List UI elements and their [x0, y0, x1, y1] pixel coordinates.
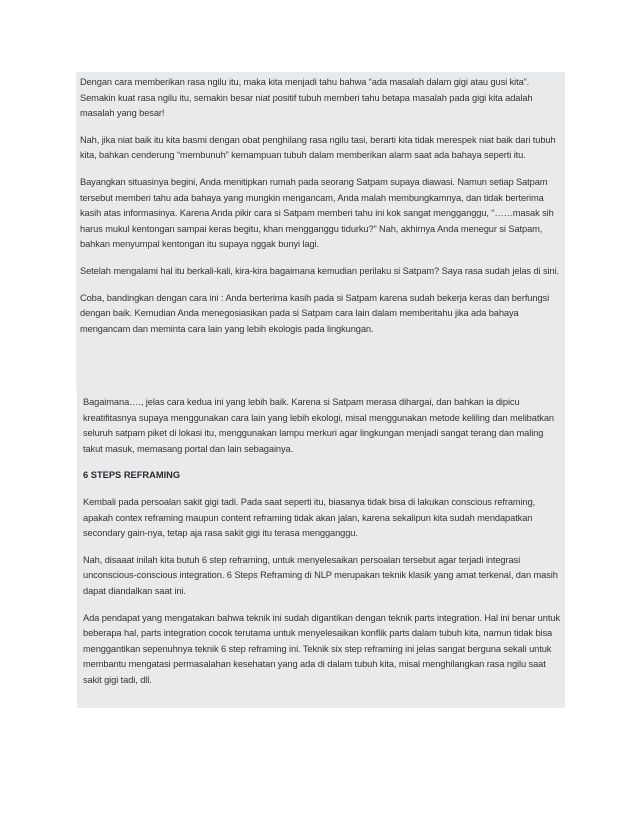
paragraph: Nah, disaaat inilah kita butuh 6 step reframing, untuk menyelesaikan persoalan tersebut agar terjadi integrasi unconscious-conscious integration. 6 Steps Reframing di NLP merupakan teknik klasik yang amat terkenal, dan masih dapat diandalkan saat ini. [83, 554, 558, 596]
paragraph: Bayangkan situasinya begini, Anda menitipkan rumah pada seorang Satpam supaya diawasi. Namun setiap Satpam tersebut memberi tahu ada bahaya yang mungkin mengancam, Anda malah membungkamnya, dan tidak berterima kasih atas informasinya. Karena Anda pikir cara si Satpam memberi tahu ini kok sangat mengganggu, “……masak sih harus mukul kentongan sampai keras begitu, khan mengganggu tidurku?” Nah, akhirnya Anda menegur si Satpam, bahkan menyumpal kentongan itu supaya nggak bunyi lagi. [80, 176, 554, 250]
text-block-top [76, 72, 565, 390]
paragraph: Ada pendapat yang mengatakan bahwa teknik ini sudah digantikan dengan teknik parts integration. Hal ini benar untuk beberapa hal, parts integration cocok terutama untuk menyelesaikan konflik parts dalam tubuh kita, namun tidak bisa menggantikan sepenuhnya teknik 6 step reframing ini. Teknik six step reframing ini jelas sangat berguna sekali untuk membantu mengatasi permasalahan kesehatan yang ada di dalam tubuh kita, misal menghilangkan rasa ngilu saat sakit gigi tadi, dll. [83, 612, 560, 685]
paragraph: Kembali pada persoalan sakit gigi tadi. Pada saat seperti itu, biasanya tidak bisa di lakukan conscious reframing, apakah contex reframing maupun content reframing tidak akan jalan, karena sekalipun kita sudah mendapatkan secondary gain-nya, tetap aja rasa sakit gigi itu terasa mengganggu. [83, 496, 536, 539]
paragraph: Bagaimana…., jelas cara kedua ini yang lebih baik. Karena si Satpam merasa dihargai, dan bahkan ia dipicu kreatifitasnya supaya menggunakan cara lain yang lebih ekologi, misal menggunakan metode keliling dan melibatkan seluruh satpam piket di lokasi itu, menggunakan lampu merkuri agar lingkungan menjadi sangat terang dan maling takut masuk, memasang portal dan lain sebagainya. [83, 397, 554, 454]
paragraph: Nah, jika niat baik itu kita basmi dengan obat penghilang rasa ngilu tasi, berarti kita tidak merespek niat baik dari tubuh kita, bahkan cenderung “membunuh” kemampuan tubuh dalam memberikan alarm saat ada bahaya seperti itu. [80, 134, 556, 161]
section-heading: 6 STEPS REFRAMING [83, 470, 181, 481]
paragraph: Coba, bandingkan dengan cara ini : Anda berterima kasih pada si Satpam karena sudah bekerja keras dan berfungsi dengan baik. Kemudian Anda menegosiasikan pada si Satpam cara lain dalam memberitahu jika ada bahaya mengancam dan meminta cara lain yang lebih ekologis pada lingkungan. [80, 292, 550, 334]
text-block-bottom [77, 390, 565, 708]
paragraph: Setelah mengalami hal itu berkali-kali, kira-kira bagaimana kemudian perilaku si Satpam? Saya rasa sudah jelas di sini. [80, 265, 560, 276]
paragraph: Dengan cara memberikan rasa ngilu itu, maka kita menjadi tahu bahwa “ada masalah dalam gigi atau gusi kita”. Semakin kuat rasa ngilu itu, semakin besar niat positif tubuh memberi tahu betapa masalah pada gigi kita adalah masalah yang besar! [80, 77, 533, 119]
